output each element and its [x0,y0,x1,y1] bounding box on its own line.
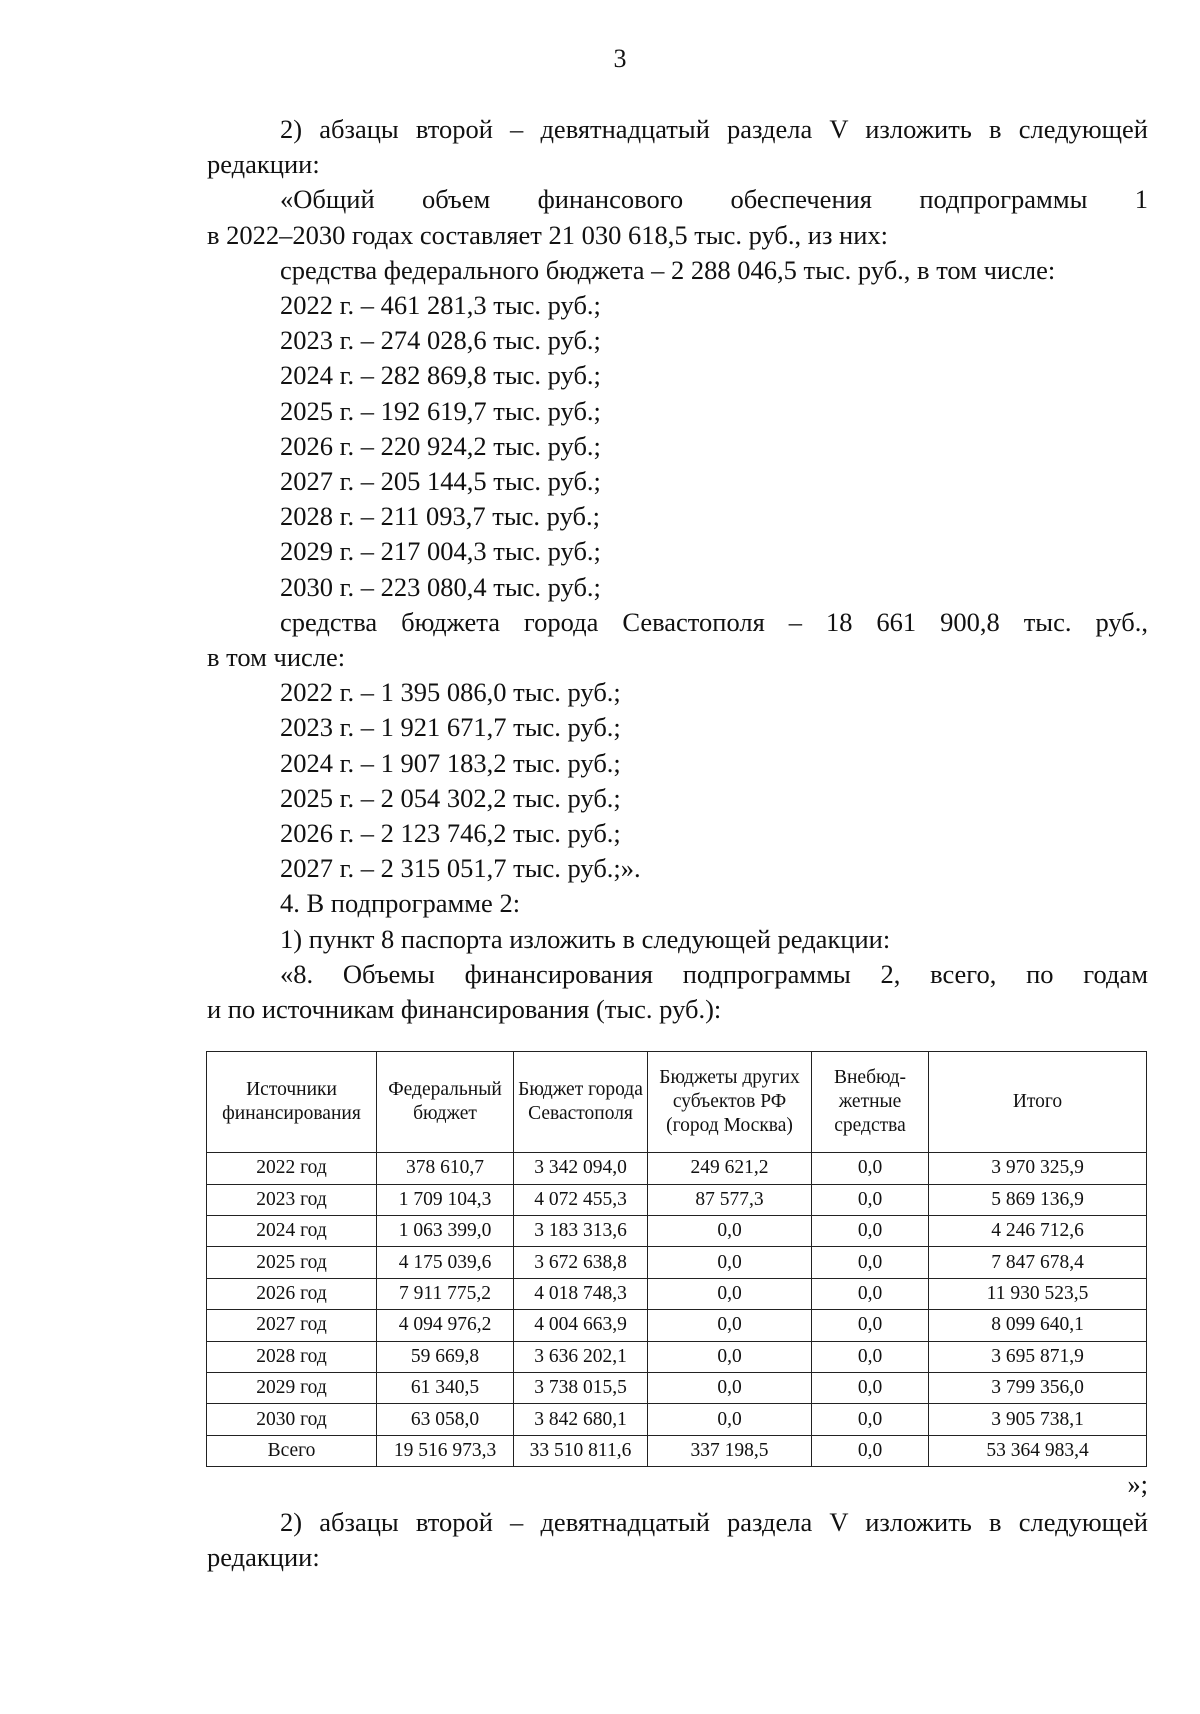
row-label-cell: 2027 год [207,1310,377,1341]
federal-year-line: 2025 г. – 192 619,7 тыс. руб.; [280,395,601,426]
value-cell: 4 175 039,6 [377,1247,514,1278]
value-cell: 4 018 748,3 [514,1278,648,1309]
header-other-subjects: Бюджеты других субъектов РФ (город Москва) [648,1052,812,1153]
value-cell: 0,0 [812,1278,929,1309]
city-year-line: 2022 г. – 1 395 086,0 тыс. руб.; [280,677,621,708]
value-cell: 7 911 775,2 [377,1278,514,1309]
table-body [207,1153,1147,1467]
value-cell: 3 799 356,0 [929,1373,1147,1404]
value-cell: 0,0 [648,1247,812,1278]
value-cell: 61 340,5 [377,1373,514,1404]
table-row [207,1341,1147,1372]
table-row [207,1310,1147,1341]
section-v-repeat-end: редакции: [207,1542,320,1573]
value-cell: 1 063 399,0 [377,1216,514,1247]
value-cell: 4 246 712,6 [929,1216,1147,1247]
federal-budget-intro: средства федерального бюджета – 2 288 046,5 тыс. руб., в том числе: [280,254,1056,285]
city-year-line: 2025 г. – 2 054 302,2 тыс. руб.; [280,782,621,813]
city-years-list [207,675,1148,886]
row-label-cell: 2030 год [207,1404,377,1435]
value-cell: 4 094 976,2 [377,1310,514,1341]
federal-year-line: 2029 г. – 217 004,3 тыс. руб.; [280,536,601,567]
table-row [207,1153,1147,1184]
value-cell: 11 930 523,5 [929,1278,1147,1309]
section-v-repeat: 2) абзацы второй – девятнадцатый раздела V изложить в следующей [280,1507,1148,1538]
table-row [207,1247,1147,1278]
value-cell: 0,0 [648,1278,812,1309]
item-8-line-1: «8. Объемы финансирования подпрограммы 2, всего, по годам [280,958,1148,989]
value-cell: 249 621,2 [648,1153,812,1184]
value-cell: 4 004 663,9 [514,1310,648,1341]
value-cell: 3 905 738,1 [929,1404,1147,1435]
federal-year-line: 2027 г. – 205 144,5 тыс. руб.; [280,466,601,497]
header-extrabudgetary: Внебюд-жетные средства [812,1052,929,1153]
header-total: Итого [929,1052,1147,1153]
city-year-line: 2026 г. – 2 123 746,2 тыс. руб.; [280,818,621,849]
value-cell: 7 847 678,4 [929,1247,1147,1278]
value-cell: 1 709 104,3 [377,1184,514,1215]
section-v-intro-end: редакции: [207,149,320,180]
closing-quote: »; [1127,1469,1148,1500]
total-amount-line-2: в 2022–2030 годах составляет 21 030 618,5 тыс. руб., из них: [207,219,889,250]
value-cell: 0,0 [812,1373,929,1404]
table-row [207,1435,1147,1466]
row-label-cell: 2025 год [207,1247,377,1278]
federal-year-line: 2023 г. – 274 028,6 тыс. руб.; [280,325,601,356]
row-label-cell: 2022 год [207,1153,377,1184]
value-cell: 3 636 202,1 [514,1341,648,1372]
value-cell: 8 099 640,1 [929,1310,1147,1341]
table-header-row [207,1052,1147,1153]
value-cell: 0,0 [812,1404,929,1435]
value-cell: 0,0 [648,1216,812,1247]
row-label-cell: 2024 год [207,1216,377,1247]
value-cell: 3 672 638,8 [514,1247,648,1278]
value-cell: 53 364 983,4 [929,1435,1147,1466]
document-body [207,112,1148,1576]
row-label-cell: 2029 год [207,1373,377,1404]
value-cell: 0,0 [812,1184,929,1215]
value-cell: 0,0 [812,1216,929,1247]
value-cell: 3 183 313,6 [514,1216,648,1247]
value-cell: 0,0 [812,1435,929,1466]
table-row [207,1216,1147,1247]
total-amount-line-1: «Общий объем финансового обеспечения подпрограммы 1 [280,184,1148,215]
page-number: 3 [613,44,627,73]
value-cell: 0,0 [812,1247,929,1278]
value-cell: 0,0 [812,1310,929,1341]
section-v-intro: 2) абзацы второй – девятнадцатый раздела V изложить в следующей [280,114,1148,144]
value-cell: 5 869 136,9 [929,1184,1147,1215]
city-year-line: 2027 г. – 2 315 051,7 тыс. руб.;». [280,853,641,884]
federal-year-line: 2024 г. – 282 869,8 тыс. руб.; [280,360,601,391]
subprogram-2-heading: 4. В подпрограмме 2: [280,888,521,919]
item-8-line-2: и по источникам финансирования (тыс. руб.): [207,994,722,1025]
table-row [207,1404,1147,1435]
value-cell: 0,0 [648,1373,812,1404]
row-label-cell: 2028 год [207,1341,377,1372]
value-cell: 3 738 015,5 [514,1373,648,1404]
value-cell: 63 058,0 [377,1404,514,1435]
value-cell: 0,0 [648,1341,812,1372]
federal-year-line: 2026 г. – 220 924,2 тыс. руб.; [280,430,601,461]
city-budget-intro-line-1: средства бюджета города Севастополя – 18 661 900,8 тыс. руб., [280,606,1148,637]
header-sources: Источники финансирования [207,1052,377,1153]
table-row [207,1278,1147,1309]
city-year-line: 2024 г. – 1 907 183,2 тыс. руб.; [280,747,621,778]
passport-item-instruction: 1) пункт 8 паспорта изложить в следующей редакции: [280,923,891,954]
value-cell: 0,0 [648,1404,812,1435]
value-cell: 87 577,3 [648,1184,812,1215]
table-row [207,1373,1147,1404]
value-cell: 0,0 [648,1310,812,1341]
value-cell: 3 695 871,9 [929,1341,1147,1372]
federal-year-line: 2022 г. – 461 281,3 тыс. руб.; [280,290,601,321]
value-cell: 59 669,8 [377,1341,514,1372]
federal-years-list [207,288,1148,605]
city-year-line: 2023 г. – 1 921 671,7 тыс. руб.; [280,712,621,743]
row-label-cell: Всего [207,1435,377,1466]
table-row [207,1184,1147,1215]
value-cell: 0,0 [812,1341,929,1372]
value-cell: 19 516 973,3 [377,1435,514,1466]
value-cell: 33 510 811,6 [514,1435,648,1466]
financing-table [206,1051,1147,1467]
value-cell: 0,0 [812,1153,929,1184]
row-label-cell: 2023 год [207,1184,377,1215]
value-cell: 337 198,5 [648,1435,812,1466]
value-cell: 3 842 680,1 [514,1404,648,1435]
value-cell: 4 072 455,3 [514,1184,648,1215]
row-label-cell: 2026 год [207,1278,377,1309]
value-cell: 3 970 325,9 [929,1153,1147,1184]
header-city: Бюджет города Севастополя [514,1052,648,1153]
city-budget-intro-line-2: в том числе: [207,642,346,673]
value-cell: 3 342 094,0 [514,1153,648,1184]
header-federal: Федеральный бюджет [377,1052,514,1153]
federal-year-line: 2028 г. – 211 093,7 тыс. руб.; [280,501,600,532]
spacer [207,1027,1148,1051]
federal-year-line: 2030 г. – 223 080,4 тыс. руб.; [280,571,601,602]
value-cell: 378 610,7 [377,1153,514,1184]
